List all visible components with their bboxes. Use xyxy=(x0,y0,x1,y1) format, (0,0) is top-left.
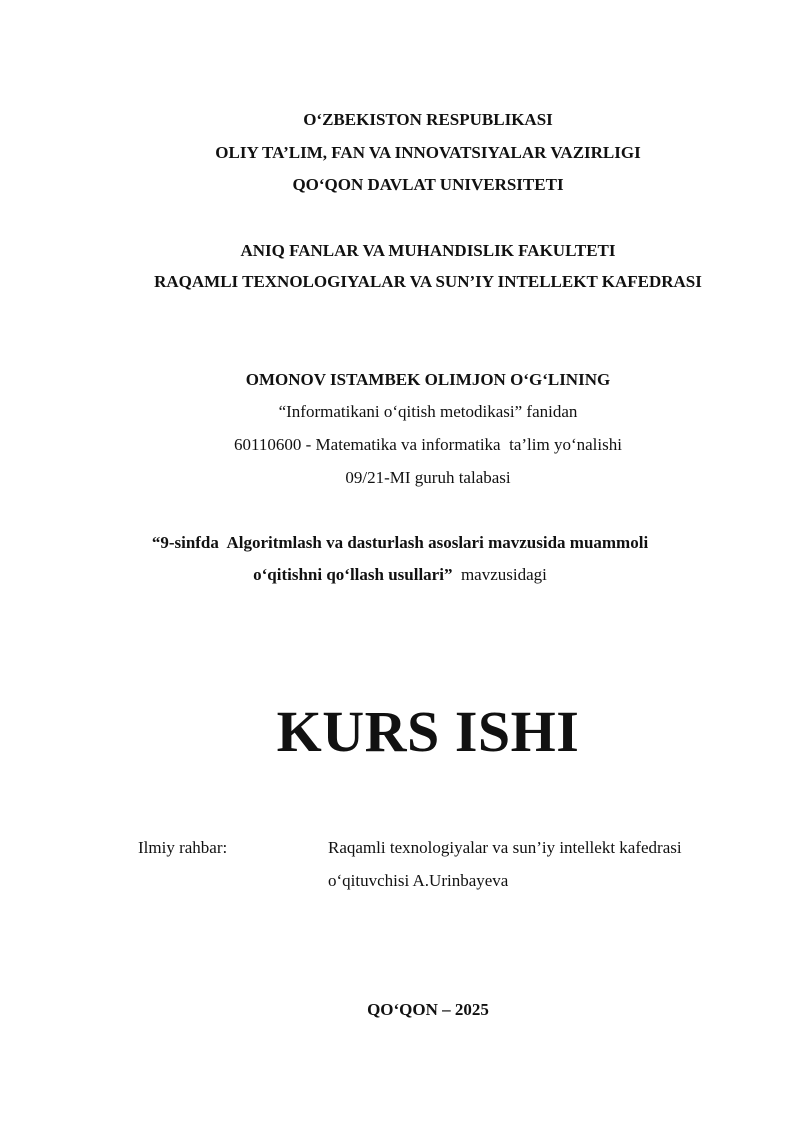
supervisor-label: Ilmiy rahbar: xyxy=(138,838,228,857)
student-name: OMONOV ISTAMBEK OLIMJON O‘G‘LINING xyxy=(245,370,611,389)
topic-line-2-bold: o‘qitishni qo‘llash usullari” xyxy=(253,565,453,584)
supervisor-line-1: Raqamli texnologiyalar va sun’iy intellekt kafedrasi xyxy=(328,838,682,857)
place-year: QO‘QON – 2025 xyxy=(367,1000,489,1019)
topic-line-2-regular: mavzusidagi xyxy=(452,565,547,584)
subject-line: “Informatikani o‘qitish metodikasi” fanidan xyxy=(278,402,578,421)
group-line: 09/21-MI guruh talabasi xyxy=(345,468,511,487)
republic-heading: O‘ZBEKISTON RESPUBLIKASI xyxy=(303,110,553,129)
topic-line-2 xyxy=(0,564,800,586)
supervisor-line-2: o‘qituvchisi A.Urinbayeva xyxy=(328,871,509,890)
document-type-title: KURS ISHI xyxy=(276,699,580,764)
faculty-heading: ANIQ FANLAR VA MUHANDISLIK FAKULTETI xyxy=(240,241,616,260)
department-heading: RAQAMLI TEXNOLOGIYALAR VA SUN’IY INTELLEKT KAFEDRASI xyxy=(154,272,702,291)
topic-line-1: “9-sinfda Algoritmlash va dasturlash asoslari mavzusida muammoli xyxy=(151,533,649,552)
ministry-heading: OLIY TA’LIM, FAN VA INNOVATSIYALAR VAZIRLIGI xyxy=(215,143,641,162)
program-line: 60110600 - Matematika va informatika ta’lim yo‘nalishi xyxy=(234,435,622,454)
university-heading: QO‘QON DAVLAT UNIVERSITETI xyxy=(292,175,564,194)
